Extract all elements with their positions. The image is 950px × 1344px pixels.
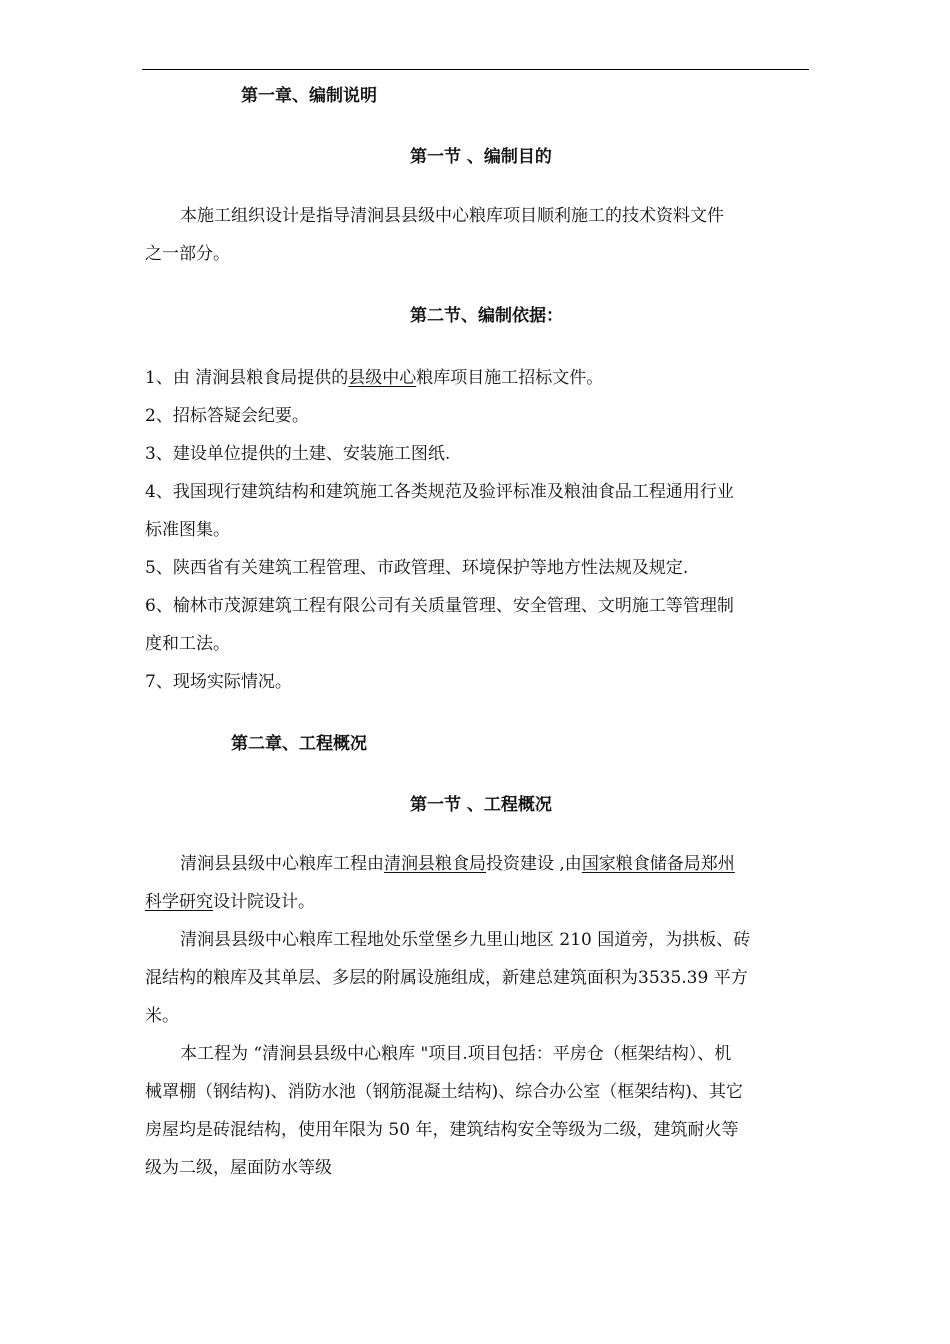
overview-p1-underlined-designer: 国家粮食储备局郑州 — [581, 854, 735, 874]
overview-p1-text-end: 设计院设计。 — [213, 892, 315, 912]
basis-item-1-text-end: 粮库项目施工招标文件。 — [416, 368, 604, 388]
overview-paragraph-3-line-2: 械罩棚（钢结构)、消防水池（钢筋混凝土结构)、综合办公室（框架结构)、其它 — [145, 1082, 743, 1102]
basis-item-5: 5、陕西省有关建筑工程管理、市政管理、环境保护等地方性法规及规定. — [145, 558, 689, 578]
basis-item-4-line-1: 4、我国现行建筑结构和建筑施工各类规范及验评标准及粮油食品工程通用行业 — [145, 482, 734, 502]
chapter-1-title: 第一章、编制说明 — [241, 86, 377, 106]
overview-paragraph-3-line-3: 房屋均是砖混结构，使用年限为 50 年，建筑结构安全等级为二级，建筑耐火等 — [145, 1120, 739, 1140]
basis-item-2: 2、招标答疑会纪要。 — [145, 406, 309, 426]
overview-paragraph-1-line-2 — [145, 891, 315, 913]
overview-paragraph-3-line-4: 级为二级，屋面防水等级 — [145, 1158, 332, 1178]
paragraph-purpose-line-1: 本施工组织设计是指导清涧县县级中心粮库项目顺利施工的技术资料文件 — [180, 206, 724, 226]
overview-paragraph-2-line-3: 米。 — [145, 1006, 179, 1026]
overview-paragraph-2-line-2: 混结构的粮库及其单层、多层的附属设施组成，新建总建筑面积为3535.39 平方 — [145, 968, 748, 988]
basis-item-7: 7、现场实际情况。 — [145, 672, 292, 692]
basis-item-6-line-1: 6、榆林市茂源建筑工程有限公司有关质量管理、安全管理、文明施工等管理制 — [145, 596, 734, 616]
section-1-2-title: 第二节、编制依据： — [410, 306, 563, 326]
basis-item-1-underlined: 县级中心 — [348, 368, 417, 388]
overview-paragraph-2-line-1: 清涧县县级中心粮库工程地处乐堂堡乡九里山地区 210 国道旁，为拱板、砖 — [180, 930, 751, 950]
basis-item-3: 3、建设单位提供的土建、安装施工图纸. — [145, 444, 451, 464]
section-2-1-title: 第一节 、工程概况 — [410, 795, 552, 815]
basis-item-6-line-2: 度和工法。 — [145, 634, 230, 654]
overview-paragraph-3-line-1: 本工程为 “清涧县县级中心粮库 "项目.项目包括：平房仓（框架结构）、机 — [180, 1044, 732, 1064]
basis-item-1-text: 1、由 清涧县粮食局提供的 — [145, 368, 349, 388]
header-rule — [142, 69, 809, 70]
overview-p1-text: 清涧县县级中心粮库工程由 — [180, 854, 384, 874]
basis-item-1 — [145, 367, 603, 389]
overview-p1-underlined-designer-cont: 科学研究 — [145, 892, 213, 912]
overview-p1-text-mid: 投资建设 ,由 — [486, 854, 582, 874]
overview-p1-underlined-owner: 清涧县粮食局 — [384, 854, 486, 874]
overview-paragraph-1-line-1 — [180, 853, 735, 875]
section-1-1-title: 第一节 、编制目的 — [410, 147, 552, 167]
paragraph-purpose-line-2: 之一部分。 — [145, 244, 230, 264]
basis-item-4-line-2: 标准图集。 — [145, 520, 230, 540]
chapter-2-title: 第二章、工程概况 — [231, 734, 367, 754]
